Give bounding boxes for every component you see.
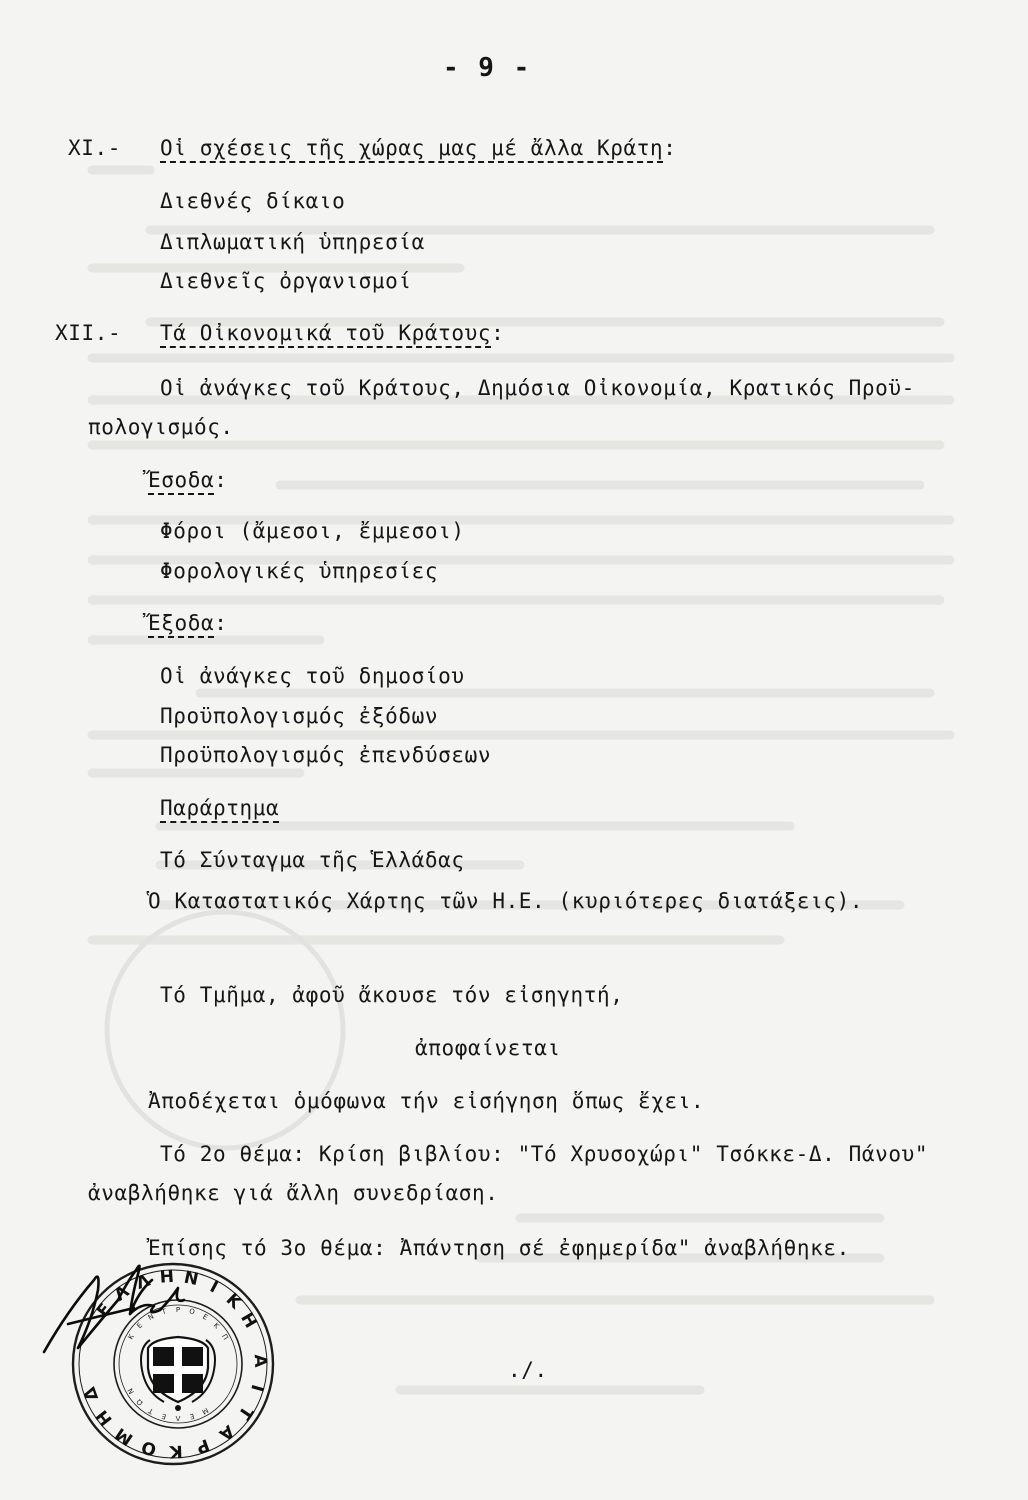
- income-colon: :: [214, 468, 228, 492]
- expense-item: Προϋπολογισμός ἐξόδων: [160, 704, 439, 728]
- page-number: - 9 -: [443, 53, 532, 83]
- topic-2-text: Τό 2ο θέμα: Κρίση βιβλίου: "Τό Χρυσοχώρι" Τσόκκε-Δ. Πάνου": [160, 1142, 929, 1166]
- svg-text:Ρ: Ρ: [175, 1306, 181, 1314]
- section-xi-colon: :: [663, 136, 677, 160]
- svg-text:Δ: Δ: [79, 1384, 103, 1404]
- svg-text:Α: Α: [249, 1354, 271, 1368]
- svg-text:Ω: Ω: [135, 1397, 145, 1407]
- svg-text:Ν: Ν: [126, 1386, 137, 1396]
- section-xii-heading: Τά Οἰκονομικά τοῦ Κράτους: [160, 321, 492, 345]
- income-heading-row: [148, 467, 227, 493]
- svg-text:Η: Η: [236, 1309, 261, 1332]
- section-xii-numeral: XII.-: [55, 321, 122, 345]
- svg-text:Κ: Κ: [211, 1321, 221, 1331]
- svg-text:Π: Π: [219, 1332, 230, 1342]
- svg-text:Ε: Ε: [135, 1321, 145, 1331]
- svg-text:Κ: Κ: [221, 1289, 246, 1314]
- expense-heading: Ἔξοδα: [148, 611, 215, 635]
- greek-coat-of-arms-icon: [141, 1337, 215, 1411]
- svg-text:Ι: Ι: [206, 1276, 222, 1298]
- decision-verb: ἀποφαίνεται: [415, 1036, 561, 1060]
- income-item: Φορολογικές ὑπηρεσίες: [160, 559, 439, 583]
- svg-text:Ε: Ε: [201, 1312, 209, 1322]
- section-xii-intro-cont: πολογισμός.: [88, 415, 234, 439]
- section-xi-heading: Οἱ σχέσεις τῆς χώρας μας μέ ἄλλα Κράτη: [160, 136, 664, 160]
- svg-text:Ρ: Ρ: [193, 1434, 213, 1458]
- svg-text:Τ: Τ: [160, 1307, 168, 1317]
- svg-text:Μ: Μ: [200, 1405, 210, 1416]
- expense-colon: :: [214, 611, 228, 635]
- svg-text:Ε: Ε: [188, 1411, 196, 1421]
- decision-text: Ἀποδέχεται ὁμόφωνα τήν εἰσήγηση ὅπως ἔχει.: [148, 1089, 705, 1113]
- svg-text:Α: Α: [215, 1420, 238, 1445]
- svg-text:Ν: Ν: [146, 1312, 156, 1323]
- svg-text:Ε: Ε: [160, 1411, 168, 1421]
- svg-text:Μ: Μ: [111, 1423, 137, 1450]
- section-xi-item: Διεθνές δίκαιο: [160, 189, 346, 213]
- section-xii-heading-row: [160, 320, 504, 346]
- section-xi-item: Διπλωματική ὑπηρεσία: [160, 230, 425, 254]
- section-xi-numeral: XI.-: [68, 136, 121, 160]
- appendix-item: Ὁ Καταστατικός Χάρτης τῶν Η.Ε. (κυριότερες διατάξεις).: [148, 889, 864, 913]
- decision-preamble: Τό Τμῆμα, ἀφοῦ ἄκουσε τόν εἰσηγητή,: [160, 983, 624, 1007]
- svg-text:Ε: Ε: [92, 1299, 116, 1322]
- svg-text:Τ: Τ: [233, 1402, 257, 1424]
- appendix-item: Τό Σύνταγμα τῆς Ἑλλάδας: [160, 848, 465, 872]
- svg-text:Κ: Κ: [126, 1333, 136, 1341]
- topic-2-text-cont: ἀναβλήθηκε γιά ἄλλη συνεδρίαση.: [88, 1181, 499, 1205]
- expense-item: Προϋπολογισμός ἐπενδύσεων: [160, 743, 492, 767]
- section-xi-heading-row: [160, 135, 677, 161]
- continuation-mark: ./.: [508, 1358, 548, 1382]
- appendix-heading-row: [160, 795, 279, 821]
- svg-text:Η: Η: [92, 1405, 117, 1430]
- section-xii-intro: Οἱ ἀνάγκες τοῦ Κράτους, Δημόσια Οἰκονομία, Κρατικός Προϋ-: [160, 376, 915, 400]
- svg-text:Ι: Ι: [246, 1382, 268, 1394]
- svg-text:Λ: Λ: [110, 1281, 134, 1306]
- section-xi-item: Διεθνεῖς ὀργανισμοί: [160, 269, 412, 293]
- svg-text:Ο: Ο: [188, 1307, 196, 1317]
- svg-text:Η: Η: [159, 1266, 175, 1288]
- svg-text:Κ: Κ: [169, 1440, 183, 1462]
- svg-text:Ο: Ο: [139, 1436, 159, 1460]
- official-seal-stamp: [38, 1240, 313, 1480]
- svg-text:Λ: Λ: [175, 1414, 181, 1422]
- expense-item: Οἱ ἀνάγκες τοῦ δημοσίου: [160, 664, 465, 688]
- svg-text:Τ: Τ: [147, 1406, 155, 1416]
- expense-heading-row: [148, 610, 227, 636]
- svg-text:Λ: Λ: [133, 1270, 153, 1294]
- svg-text:Ν: Ν: [182, 1267, 201, 1291]
- appendix-heading: Παράρτημα: [160, 796, 280, 820]
- section-xii-colon: :: [491, 321, 505, 345]
- income-heading: Ἔσοδα: [148, 468, 215, 492]
- income-item: Φόροι (ἄμεσοι, ἔμμεσοι): [160, 519, 465, 543]
- topic-3-text: Ἐπίσης τό 3ο θέμα: Ἀπάντηση σέ ἐφημερίδα" ἀναβλήθηκε.: [148, 1236, 850, 1260]
